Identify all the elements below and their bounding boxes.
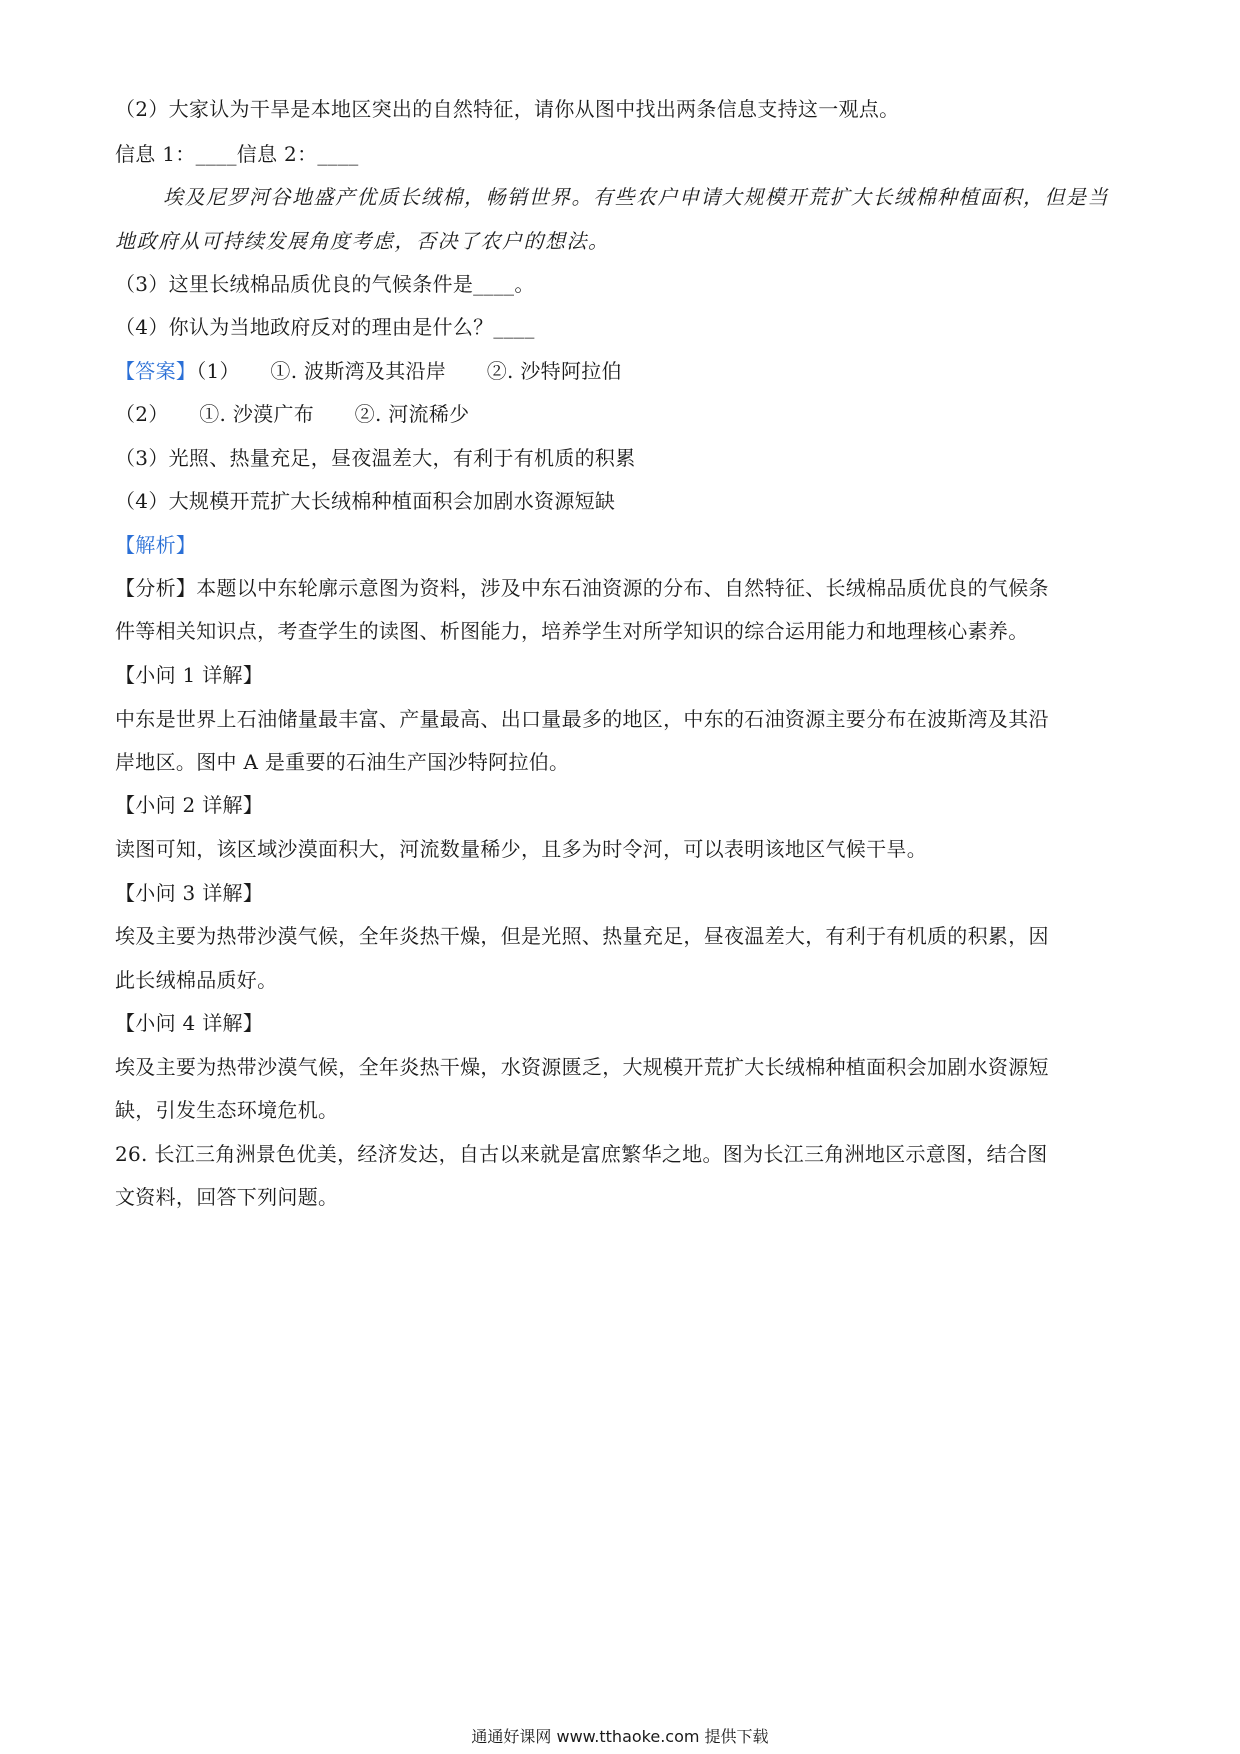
answer-label: 【答案】 <box>115 359 197 383</box>
answer-4: （4）大规模开荒扩大长绒棉种植面积会加剧水资源短缺 <box>115 489 616 513</box>
subquestion-1-line-2: 岸地区。图中 A 是重要的石油生产国沙特阿拉伯。 <box>115 750 570 774</box>
analysis-intro-1: 【分析】本题以中东轮廓示意图为资料，涉及中东石油资源的分布、自然特征、长绒棉品质优良的气候条 <box>115 576 1049 600</box>
subquestion-3-title: 【小问 3 详解】 <box>115 881 264 905</box>
question-26-line-1: 26. 长江三角洲景色优美，经济发达，自古以来就是富庶繁华之地。图为长江三角洲地区示意图，结合图 <box>115 1142 1048 1166</box>
q2-prompt: （2）大家认为干旱是本地区突出的自然特征，请你从图中找出两条信息支持这一观点。 <box>115 97 900 121</box>
answer-line-1 <box>115 357 1125 385</box>
material-line-1: 埃及尼罗河谷地盛产优质长绒棉，畅销世界。有些农户申请大规模开荒扩大长绒棉种植面积，但是当 <box>163 185 1109 209</box>
subquestion-1-line-1: 中东是世界上石油储量最丰富、产量最高、出口量最多的地区，中东的石油资源主要分布在波斯湾及其沿 <box>115 707 1049 731</box>
subquestion-2-line-1: 读图可知，该区域沙漠面积大，河流数量稀少，且多为时令河，可以表明该地区气候干旱。 <box>115 837 927 861</box>
footer-watermark: 通通好课网 www.tthaoke.com 提供下载 <box>471 1727 769 1746</box>
answer-2: （2） ①. 沙漠广布 ②. 河流稀少 <box>115 402 470 426</box>
answer-1: （1） ①. 波斯湾及其沿岸 ②. 沙特阿拉伯 <box>196 359 622 383</box>
analysis-intro-2: 件等相关知识点，考查学生的读图、析图能力，培养学生对所学知识的综合运用能力和地理核心素养。 <box>115 619 1029 643</box>
subquestion-3-line-1: 埃及主要为热带沙漠气候，全年炎热干燥，但是光照、热量充足，昼夜温差大，有利于有机质的积累，因 <box>115 924 1049 948</box>
subquestion-3-line-2: 此长绒棉品质好。 <box>115 968 278 992</box>
q3-prompt: （3）这里长绒棉品质优良的气候条件是____。 <box>115 272 535 296</box>
q4-prompt: （4）你认为当地政府反对的理由是什么？____ <box>115 315 535 339</box>
material-line-2: 地政府从可持续发展角度考虑，否决了农户的想法。 <box>115 229 610 253</box>
question-26-line-2: 文资料，回答下列问题。 <box>115 1185 339 1209</box>
subquestion-1-title: 【小问 1 详解】 <box>115 663 264 687</box>
analysis-label: 【解析】 <box>115 533 197 557</box>
subquestion-4-title: 【小问 4 详解】 <box>115 1011 264 1035</box>
answer-3: （3）光照、热量充足，昼夜温差大，有利于有机质的积累 <box>115 446 636 470</box>
subquestion-4-line-2: 缺，引发生态环境危机。 <box>115 1098 339 1122</box>
subquestion-2-title: 【小问 2 详解】 <box>115 793 264 817</box>
q2-blanks: 信息 1：____信息 2：____ <box>115 142 359 166</box>
subquestion-4-line-1: 埃及主要为热带沙漠气候，全年炎热干燥，水资源匮乏，大规模开荒扩大长绒棉种植面积会加剧水资源短 <box>115 1055 1049 1079</box>
